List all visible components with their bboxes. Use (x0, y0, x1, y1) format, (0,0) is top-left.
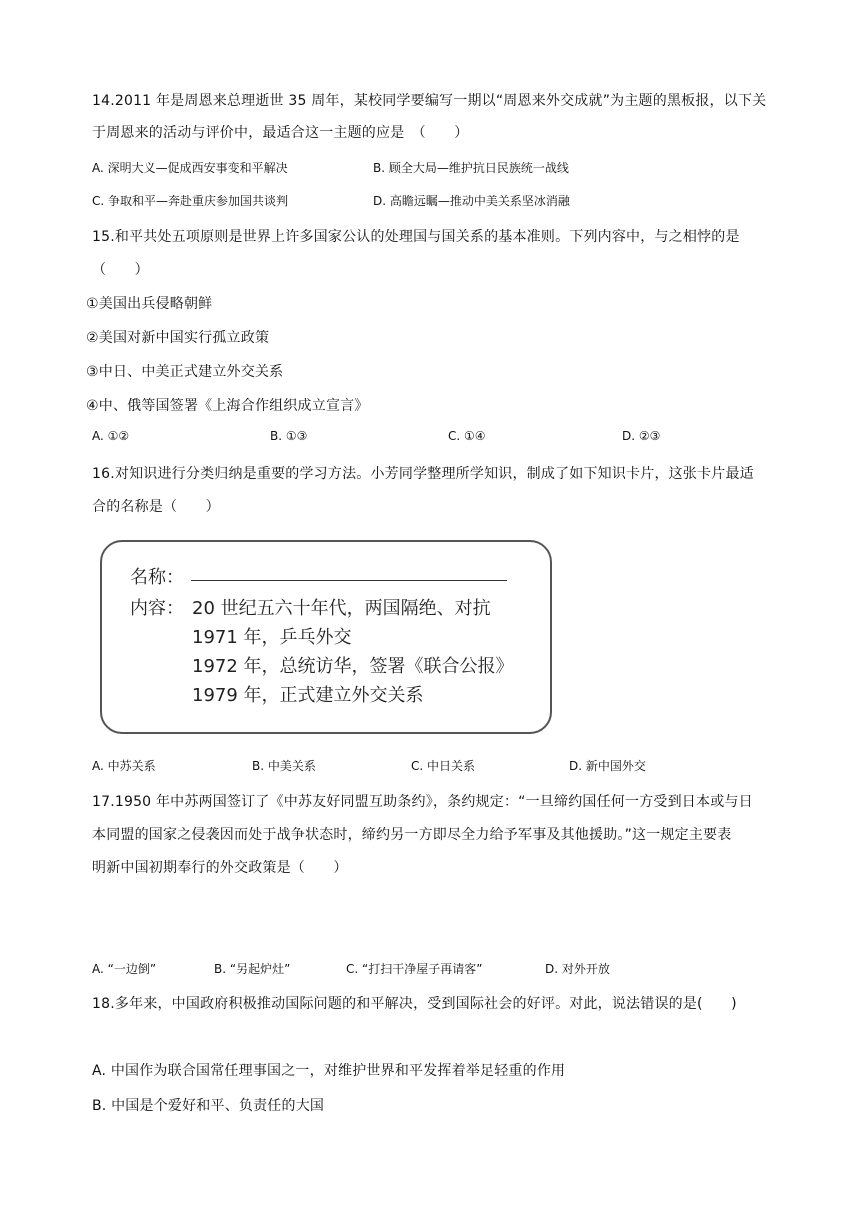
q18-option-a[interactable]: A. 中国作为联合国常任理事国之一，对维护世界和平发挥着举足轻重的作用 (92, 1063, 566, 1079)
card-content-label: 内容： (130, 598, 184, 619)
q16-option-b[interactable]: B. 中美关系 (252, 759, 316, 773)
q17-option-b[interactable]: B. “另起炉灶” (214, 962, 291, 976)
q17-stem-line2: 本同盟的国家之侵袭因而处于战争状态时，缔约另一方即尽全力给予军事及其他援助。”这一规定主要表 (92, 827, 732, 843)
q15-item-1: ①美国出兵侵略朝鲜 (86, 296, 213, 312)
q17-option-a[interactable]: A. “一边倒” (92, 962, 157, 976)
q14-stem-line1: 14.2011 年是周恩来总理逝世 35 周年，某校同学要编写一期以“周恩来外交成就”为主题的黑板报，以下关 (92, 93, 767, 109)
q16-option-d[interactable]: D. 新中国外交 (569, 759, 646, 773)
q15-option-a[interactable]: A. ①② (92, 429, 130, 443)
card-name-label: 名称： (130, 567, 184, 588)
q18-option-b[interactable]: B. 中国是个爱好和平、负责任的大国 (92, 1098, 325, 1114)
card-content-line-3: 1972 年，总统访华，签署《联合公报》 (192, 656, 514, 677)
q16-stem-line1: 16.对知识进行分类归纳是重要的学习方法。小芳同学整理所学知识，制成了如下知识卡片，这张卡片最适 (92, 466, 754, 482)
q14-option-a[interactable]: A. 深明大义—促成西安事变和平解决 (92, 161, 288, 175)
q15-stem-line1: 15.和平共处五项原则是世界上许多国家公认的处理国与国关系的基本准则。下列内容中，与之相悖的是 (92, 229, 740, 245)
q16-option-a[interactable]: A. 中苏关系 (92, 759, 156, 773)
q15-option-d[interactable]: D. ②③ (622, 429, 661, 443)
q14-option-d[interactable]: D. 高瞻远瞩—推动中美关系坚冰消融 (373, 194, 570, 208)
card-name-blank (191, 580, 507, 581)
q17-option-d[interactable]: D. 对外开放 (545, 962, 610, 976)
q17-stem-line1: 17.1950 年中苏两国签订了《中苏友好同盟互助条约》，条约规定：“一旦缔约国任何一方受到日本或与日 (92, 794, 753, 810)
q14-option-c[interactable]: C. 争取和平—奔赴重庆参加国共谈判 (92, 194, 289, 208)
q14-option-b[interactable]: B. 顾全大局—维护抗日民族统一战线 (373, 161, 569, 175)
q16-stem-line2: 合的名称是（ ） (92, 499, 220, 515)
q15-option-b[interactable]: B. ①③ (270, 429, 308, 443)
q15-item-4: ④中、俄等国签署《上海合作组织成立宣言》 (86, 398, 369, 414)
q16-option-c[interactable]: C. 中日关系 (411, 759, 476, 773)
card-content-line-1: 20 世纪五六十年代，两国隔绝、对抗 (192, 598, 491, 619)
q17-option-c[interactable]: C. “打扫干净屋子再请客” (346, 962, 483, 976)
q17-stem-line3: 明新中国初期奉行的外交政策是（ ） (92, 860, 348, 876)
q15-item-2: ②美国对新中国实行孤立政策 (86, 330, 270, 346)
q15-option-c[interactable]: C. ①④ (448, 429, 486, 443)
q14-stem-line2: 于周恩来的活动与评价中，最适合这一主题的应是 （ ） (92, 125, 469, 141)
q15-stem-line2: （ ） (92, 262, 149, 278)
q15-item-3: ③中日、中美正式建立外交关系 (86, 364, 284, 380)
q18-stem-line1: 18.多年来，中国政府积极推动国际问题的和平解决，受到国际社会的好评。对此，说法错误的是( ) (92, 996, 737, 1012)
card-content-line-4: 1979 年，正式建立外交关系 (192, 685, 424, 706)
card-content-line-2: 1971 年，乒乓外交 (192, 627, 352, 648)
